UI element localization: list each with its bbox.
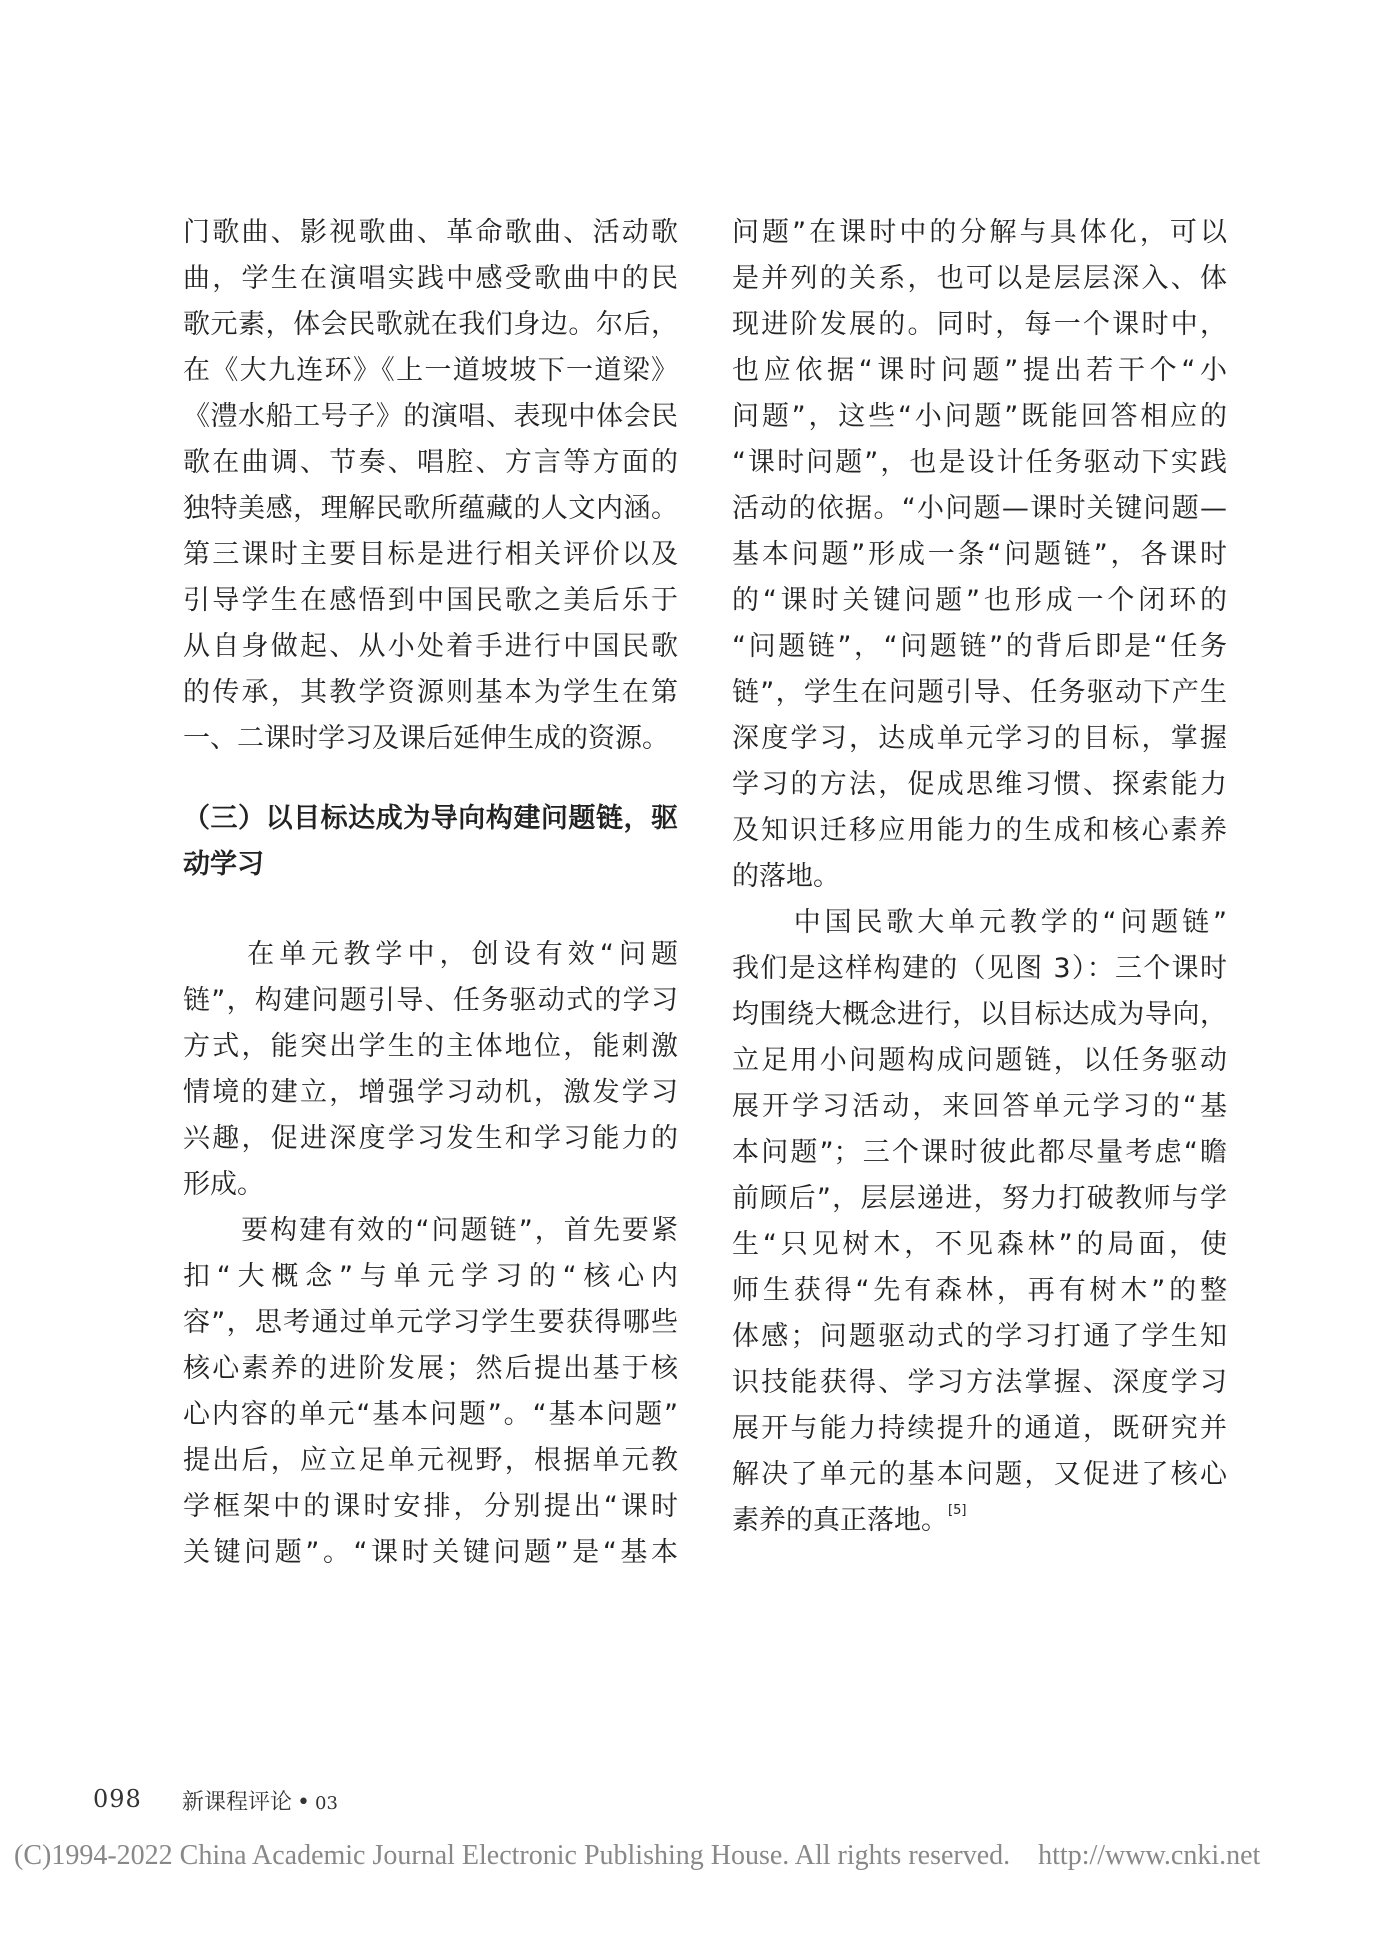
- text-line: 的传承，其教学资源则基本为学生在第: [183, 677, 678, 708]
- paragraph: [732, 900, 1227, 1544]
- text-line: 也应依据“课时问题”提出若干个“小: [732, 355, 1227, 386]
- text-line: 链”，构建问题引导、任务驱动式的学习: [183, 985, 678, 1016]
- cnki-link[interactable]: http://www.cnki.net: [1038, 1840, 1261, 1871]
- text-line: 识技能获得、学习方法掌握、深度学习: [732, 1367, 1227, 1398]
- text-line: 及知识迁移应用能力的生成和核心素养: [732, 815, 1227, 846]
- text-line: 《澧水船工号子》的演唱、表现中体会民: [183, 401, 678, 432]
- text-line: 引导学生在感悟到中国民歌之美后乐于: [183, 585, 678, 616]
- text-line: 展开学习活动，来回答单元学习的“基: [732, 1091, 1227, 1122]
- paragraph-continuation: [183, 210, 678, 762]
- text-line: [732, 1498, 1227, 1544]
- issue-number: 03: [315, 1793, 338, 1814]
- text-line: 解决了单元的基本问题，又促进了核心: [732, 1459, 1227, 1490]
- text-line: 心内容的单元“基本问题”。“基本问题”: [183, 1399, 678, 1430]
- text-line: 核心素养的进阶发展；然后提出基于核: [183, 1353, 678, 1384]
- text-line: 立足用小问题构成问题链，以任务驱动: [732, 1045, 1227, 1076]
- paragraph: [183, 1208, 678, 1576]
- text-line: 基本问题”形成一条“问题链”，各课时: [732, 539, 1227, 570]
- text-line: 本问题”；三个课时彼此都尽量考虑“瞻: [732, 1137, 1227, 1168]
- text-line: 均围绕大概念进行，以目标达成为导向，: [732, 999, 1227, 1030]
- text-line: 活动的依据。“小问题—课时关键问题—: [732, 493, 1227, 524]
- last-line-text: 素养的真正落地。: [732, 1505, 948, 1536]
- text-line: 情境的建立，增强学习动机，激发学习: [183, 1077, 678, 1108]
- text-line: 前顾后”，层层递进，努力打破教师与学: [732, 1183, 1227, 1214]
- text-line: 在单元教学中，创设有效“问题: [183, 939, 678, 970]
- text-line: 生“只见树木，不见森林”的局面，使: [732, 1229, 1227, 1260]
- text-line: 方式，能突出学生的主体地位，能刺激: [183, 1031, 678, 1062]
- text-line: 提出后，应立足单元视野，根据单元教: [183, 1445, 678, 1476]
- text-line: 容”，思考通过单元学习学生要获得哪些: [183, 1307, 678, 1338]
- text-line: 是并列的关系，也可以是层层深入、体: [732, 263, 1227, 294]
- section-heading: [183, 796, 678, 888]
- copyright-text: (C)1994-2022 China Academic Journal Electronic Publishing House. All rights reserved.: [14, 1840, 1011, 1871]
- text-line: 师生获得“先有森林，再有树木”的整: [732, 1275, 1227, 1306]
- paragraph-continuation: [732, 210, 1227, 900]
- text-line: 深度学习，达成单元学习的目标，掌握: [732, 723, 1227, 754]
- text-line: 歌在曲调、节奏、唱腔、方言等方面的: [183, 447, 678, 478]
- text-line: 要构建有效的“问题链”，首先要紧: [183, 1215, 678, 1246]
- right-column: [732, 210, 1227, 1544]
- page-number: 098: [93, 1785, 142, 1813]
- text-line: 我们是这样构建的（见图 3）：三个课时: [732, 953, 1227, 984]
- text-line: 学习的方法，促成思维习惯、探索能力: [732, 769, 1227, 800]
- text-line: 从自身做起、从小处着手进行中国民歌: [183, 631, 678, 662]
- journal-title: 新课程评论: [182, 1790, 293, 1815]
- text-line: 展开与能力持续提升的通道，既研究并: [732, 1413, 1227, 1444]
- text-line: 现进阶发展的。同时，每一个课时中，: [732, 309, 1227, 340]
- text-line: 的“课时关键问题”也形成一个闭环的: [732, 585, 1227, 616]
- text-line: 问题”在课时中的分解与具体化，可以: [732, 217, 1227, 248]
- text-line: 中国民歌大单元教学的“问题链”: [732, 907, 1227, 938]
- text-line: “问题链”，“问题链”的背后即是“任务: [732, 631, 1227, 662]
- text-line: 第三课时主要目标是进行相关评价以及: [183, 539, 678, 570]
- text-line: 独特美感，理解民歌所蕴藏的人文内涵。: [183, 493, 678, 524]
- text-line: 一、二课时学习及课后延伸生成的资源。: [183, 723, 669, 754]
- separator-dot: •: [297, 1790, 310, 1815]
- text-line: 曲，学生在演唱实践中感受歌曲中的民: [183, 263, 678, 294]
- text-line: 链”，学生在问题引导、任务驱动下产生: [732, 677, 1227, 708]
- journal-name: [182, 1785, 338, 1816]
- heading-line: （三）以目标达成为导向构建问题链，驱: [183, 803, 678, 834]
- text-line: 形成。: [183, 1169, 264, 1200]
- text-line: 的落地。: [732, 861, 840, 892]
- text-line: 问题”，这些“小问题”既能回答相应的: [732, 401, 1227, 432]
- heading-line: 动学习: [183, 849, 264, 880]
- text-line: “课时问题”，也是设计任务驱动下实践: [732, 447, 1227, 478]
- text-line: 门歌曲、影视歌曲、革命歌曲、活动歌: [183, 217, 678, 248]
- text-line: 关键问题”。“课时关键问题”是“基本: [183, 1537, 678, 1568]
- text-line: 在《大九连环》《上一道坡坡下一道梁》: [183, 355, 678, 386]
- left-column: [183, 210, 678, 1576]
- citation-reference[interactable]: [5]: [948, 1503, 967, 1518]
- text-line: 扣“大概念”与单元学习的“核心内: [183, 1261, 678, 1292]
- paragraph: [183, 932, 678, 1208]
- text-line: 歌元素，体会民歌就在我们身边。尔后，: [183, 309, 678, 340]
- text-line: 学框架中的课时安排，分别提出“课时: [183, 1491, 678, 1522]
- copyright-watermark: [14, 1840, 1260, 1872]
- text-line: 兴趣，促进深度学习发生和学习能力的: [183, 1123, 678, 1154]
- text-line: 体感；问题驱动式的学习打通了学生知: [732, 1321, 1227, 1352]
